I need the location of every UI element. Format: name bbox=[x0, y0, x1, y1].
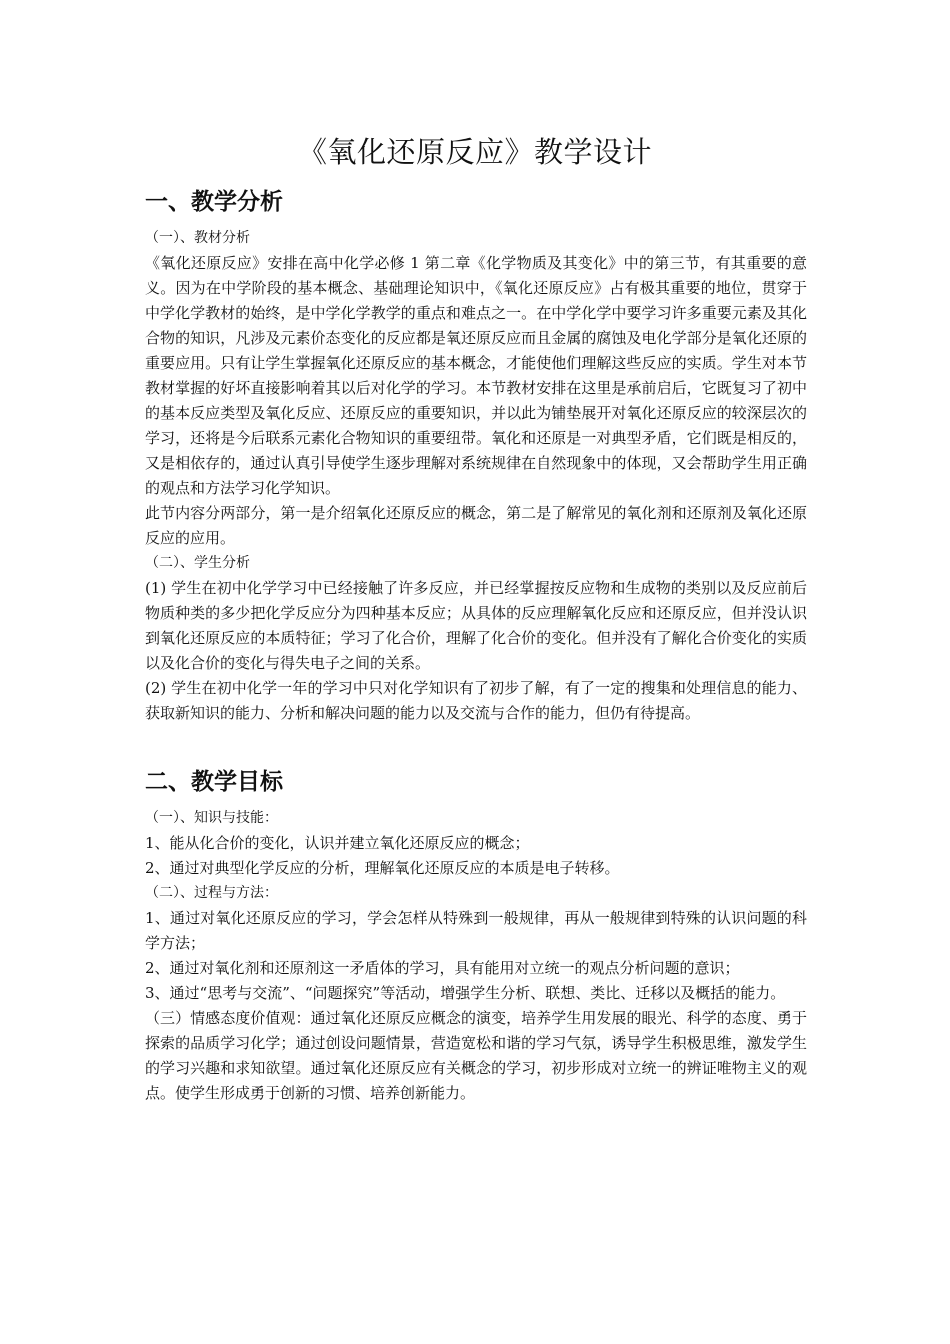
list-item-process-2: 2、通过对氧化剂和还原剂这一矛盾体的学习，具有能用对立统一的观点分析问题的意识； bbox=[145, 959, 740, 977]
section-heading-teaching-objectives: 二、教学目标 bbox=[145, 769, 283, 795]
list-item-process-3: 3、通过“思考与交流”、“问题探究”等活动，增强学生分析、联想、类比、迁移以及概括的能力。 bbox=[145, 984, 786, 1002]
document-title: 《氧化还原反应》教学设计 bbox=[297, 135, 652, 169]
subsection-label-student-analysis: （二）、学生分析 bbox=[145, 555, 250, 571]
list-item-knowledge-1: 1、能从化合价的变化，认识并建立氧化还原反应的概念； bbox=[145, 834, 530, 852]
section-heading-teaching-analysis: 一、教学分析 bbox=[145, 189, 283, 215]
paragraph-student-analysis-1: (1) 学生在初中化学学习中已经接触了许多反应，并已经掌握按反应物和生成物的类别以及反应前后物质种类的多少把化学反应分为四种基本反应；从具体的反应理解氧化反应和还原反应，但并没认识到氧化还原反应的本质特征；学习了化合价，理解了化合价的变化。但并没有了解化合价变化的实质以及化合价的变化与得失电子之间的关系。 bbox=[145, 579, 807, 672]
subsection-label-knowledge-skills: （一）、知识与技能： bbox=[145, 810, 278, 826]
list-item-process-1: 1、通过对氧化还原反应的学习，学会怎样从特殊到一般规律，再从一般规律到特殊的认识问题的科学方法； bbox=[145, 909, 807, 952]
document-body bbox=[145, 182, 807, 1106]
subsection-label-textbook-analysis: （一）、教材分析 bbox=[145, 230, 250, 246]
subsection-label-process-methods: （二）、过程与方法： bbox=[145, 885, 278, 901]
paragraph-section-content: 此节内容分两部分，第一是介绍氧化还原反应的概念，第二是了解常见的氧化剂和还原剂及氧化还原反应的应用。 bbox=[145, 504, 807, 547]
paragraph-textbook-analysis: 《氧化还原反应》安排在高中化学必修 1 第二章《化学物质及其变化》中的第三节，有其重要的意义。因为在中学阶段的基本概念、基础理论知识中，《氧化还原反应》占有极其重要的地位，贯穿于中学化学教材的始终，是中学化学教学的重点和难点之一。在中学化学中要学习许多重要元素及其化合物的知识，凡涉及元素价态变化的反应都是氧还原反应而且金属的腐蚀及电化学部分是氧化还原的重要应用。只有让学生掌握氧化还原反应的基本概念，才能使他们理解这些反应的实质。学生对本节教材掌握的好坏直接影响着其以后对化学的学习。本节教材安排在这里是承前启后，它既复习了初中的基本反应类型及氧化反应、还原反应的重要知识，并以此为铺垫展开对氧化还原反应的较深层次的学习，还将是今后联系元素化合物知识的重要纽带。氧化和还原是一对典型矛盾，它们既是相反的，又是相依存的，通过认真引导使学生逐步理解对系统规律在自然现象中的体现，又会帮助学生用正确的观点和方法学习化学知识。 bbox=[145, 254, 807, 497]
paragraph-student-analysis-2: (2) 学生在初中化学一年的学习中只对化学知识有了初步了解，有了一定的搜集和处理信息的能力、获取新知识的能力、分析和解决问题的能力以及交流与合作的能力，但仍有待提高。 bbox=[145, 679, 807, 722]
list-item-knowledge-2: 2、通过对典型化学反应的分析，理解氧化还原反应的本质是电子转移。 bbox=[145, 859, 620, 877]
paragraph-emotional-attitude-values: （三）情感态度价值观：通过氧化还原反应概念的演变，培养学生用发展的眼光、科学的态度、勇于探索的品质学习化学；通过创设问题情景，营造宽松和谐的学习气氛，诱导学生积极思维，激发学生的学习兴趣和求知欲望。通过氧化还原反应有关概念的学习，初步形成对立统一的辨证唯物主义的观点。使学生形成勇于创新的习惯、培养创新能力。 bbox=[145, 1009, 807, 1102]
